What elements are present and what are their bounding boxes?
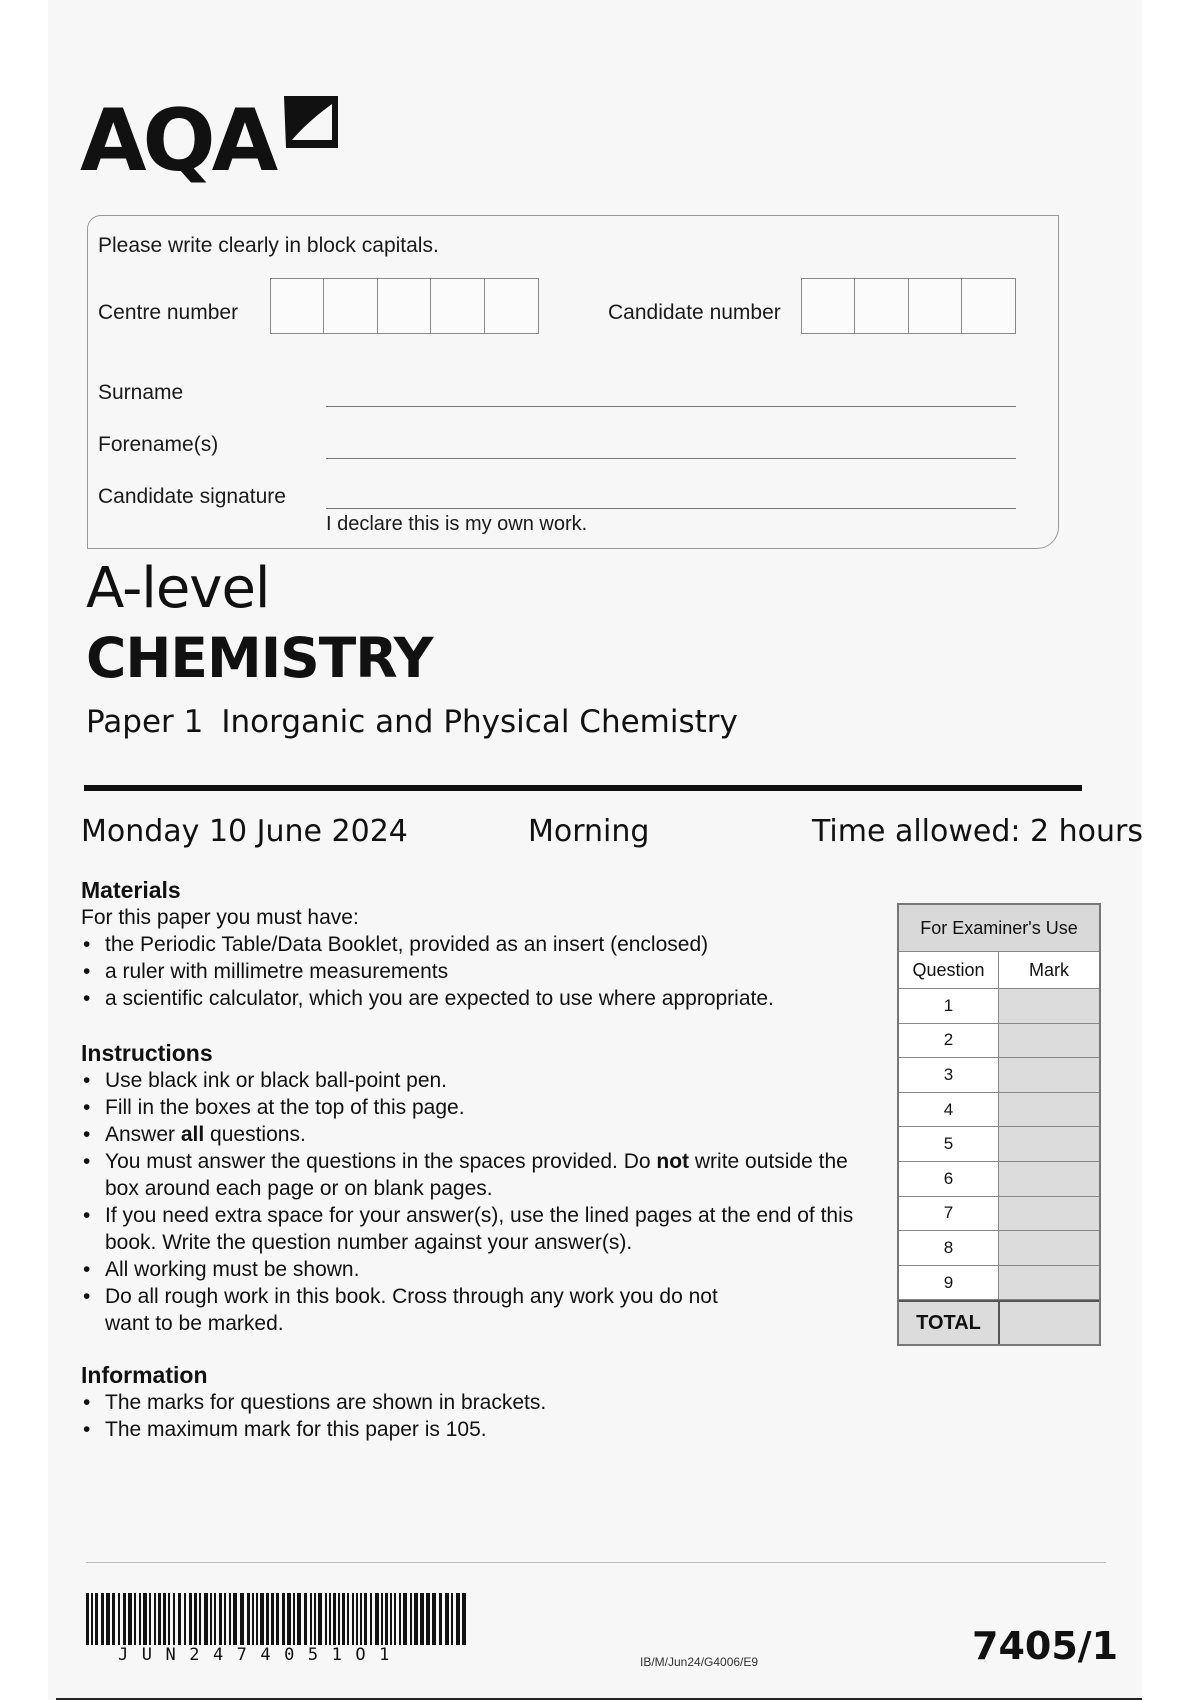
- mark-cell: [999, 1058, 1099, 1092]
- barcode-bar: [214, 1593, 216, 1645]
- barcode-bar: [390, 1593, 392, 1645]
- barcode-bar: [403, 1593, 407, 1645]
- barcode-bar: [184, 1593, 186, 1645]
- question-number: 7: [899, 1197, 999, 1231]
- barcode-bar: [143, 1593, 147, 1645]
- barcode-bar: [432, 1593, 436, 1645]
- examiner-total-row: [899, 1300, 1099, 1344]
- barcode-bar: [414, 1593, 418, 1645]
- examiner-question-row: [899, 1197, 1099, 1232]
- centre-number-digit-box[interactable]: [377, 278, 432, 334]
- mark-cell: [999, 989, 1099, 1023]
- barcode-bar: [154, 1593, 156, 1645]
- mark-cell: [999, 1197, 1099, 1231]
- paper-name: Inorganic and Physical Chemistry: [221, 704, 738, 740]
- candidate-number-digit-box[interactable]: [961, 278, 1016, 334]
- barcode-bar: [370, 1593, 372, 1645]
- barcode-bar: [364, 1593, 367, 1645]
- information-item: • The marks for questions are shown in brackets.: [81, 1389, 881, 1416]
- instruction-item: • You must answer the questions in the spaces provided. Do not write outside the box around each page or on blank pages.: [81, 1148, 871, 1202]
- surname-line[interactable]: [326, 406, 1016, 407]
- mark-column-header: Mark: [999, 952, 1099, 988]
- barcode: [86, 1593, 472, 1645]
- barcode-bar: [189, 1593, 192, 1645]
- barcode-bar: [360, 1593, 362, 1645]
- barcode-bar: [338, 1593, 340, 1645]
- barcode-bar: [229, 1593, 231, 1645]
- barcode-bar: [240, 1593, 244, 1645]
- barcode-bar: [304, 1593, 307, 1645]
- candidate-number-field[interactable]: [802, 278, 1016, 334]
- question-number: 1: [899, 989, 999, 1023]
- mark-cell: [999, 1266, 1099, 1300]
- question-number: 5: [899, 1127, 999, 1161]
- barcode-bar: [91, 1593, 93, 1645]
- barcode-bar: [86, 1593, 89, 1645]
- examiner-question-row: [899, 1127, 1099, 1162]
- mark-cell: [999, 1127, 1099, 1161]
- barcode-bar: [134, 1593, 136, 1645]
- examiner-question-row: [899, 989, 1099, 1024]
- materials-heading: Materials: [81, 877, 181, 903]
- examiner-question-row: [899, 1231, 1099, 1266]
- surname-label: Surname: [98, 381, 184, 404]
- barcode-bar: [439, 1593, 442, 1645]
- barcode-bar: [282, 1593, 285, 1645]
- barcode-bar: [297, 1593, 301, 1645]
- barcode-bar: [210, 1593, 212, 1645]
- barcode-bar: [256, 1593, 258, 1645]
- instruction-item: • All working must be shown.: [81, 1256, 871, 1283]
- barcode-bar: [381, 1593, 383, 1645]
- barcode-bar: [95, 1593, 98, 1645]
- centre-number-digit-box[interactable]: [270, 278, 325, 334]
- instruction-item: • If you need extra space for your answer(s), use the lined pages at the end of this book. Write the question number against your answer(s).: [81, 1202, 871, 1256]
- signature-line[interactable]: [326, 508, 1016, 509]
- materials-section: [81, 877, 881, 1012]
- examiner-question-row: [899, 1162, 1099, 1197]
- block-capitals-instruction: Please write clearly in block capitals.: [98, 234, 439, 257]
- barcode-bar: [224, 1593, 226, 1645]
- declaration-text: I declare this is my own work.: [326, 513, 588, 535]
- barcode-bar: [128, 1593, 132, 1645]
- total-mark-cell: [1000, 1302, 1099, 1344]
- barcode-bar: [194, 1593, 197, 1645]
- paper-title: [86, 704, 738, 740]
- question-column-header: Question: [899, 952, 999, 988]
- examiner-question-row: [899, 1093, 1099, 1128]
- barcode-bar: [333, 1593, 336, 1645]
- barcode-bar: [158, 1593, 161, 1645]
- barcode-bar: [173, 1593, 175, 1645]
- title-divider: [84, 785, 1082, 791]
- barcode-bar: [342, 1593, 345, 1645]
- barcode-bar: [266, 1593, 269, 1645]
- qualification-level: A-level: [86, 556, 270, 621]
- barcode-bar: [293, 1593, 295, 1645]
- barcode-bar: [356, 1593, 358, 1645]
- mark-cell: [999, 1024, 1099, 1058]
- mark-cell: [999, 1231, 1099, 1265]
- barcode-bar: [352, 1593, 354, 1645]
- barcode-bar: [271, 1593, 274, 1645]
- barcode-digits: JUN2474051O1: [118, 1645, 403, 1665]
- question-number: 4: [899, 1093, 999, 1127]
- centre-number-digit-box[interactable]: [430, 278, 485, 334]
- exam-session: Morning: [528, 814, 650, 849]
- paper-number: Paper 1: [86, 704, 204, 740]
- candidate-number-label: Candidate number: [608, 301, 781, 324]
- barcode-bar: [260, 1593, 264, 1645]
- barcode-bar: [394, 1593, 396, 1645]
- examiner-use-table: [897, 903, 1101, 1346]
- materials-intro: For this paper you must have:: [81, 906, 359, 929]
- barcode-bar: [247, 1593, 250, 1645]
- mark-cell: [999, 1162, 1099, 1196]
- examiner-question-row: [899, 1266, 1099, 1301]
- barcode-bar: [420, 1593, 424, 1645]
- materials-item: • a scientific calculator, which you are expected to use where appropriate.: [81, 985, 881, 1012]
- barcode-bar: [410, 1593, 412, 1645]
- barcode-bar: [106, 1593, 110, 1645]
- instruction-item: • Answer all questions.: [81, 1121, 871, 1148]
- barcode-bar: [325, 1593, 327, 1645]
- barcode-bar: [252, 1593, 254, 1645]
- barcode-bar: [168, 1593, 170, 1645]
- forenames-line[interactable]: [326, 458, 1016, 459]
- examiner-table-header-row: [899, 952, 1099, 989]
- footer-divider: [86, 1562, 1106, 1563]
- examiner-table-title: For Examiner's Use: [899, 905, 1099, 952]
- instructions-section: [81, 1040, 871, 1337]
- information-item: • The maximum mark for this paper is 105.: [81, 1416, 881, 1443]
- candidate-number-digit-box[interactable]: [854, 278, 909, 334]
- paper-code: 7405/1: [972, 1624, 1119, 1668]
- materials-item: • a ruler with millimetre measurements: [81, 958, 881, 985]
- materials-item: • the Periodic Table/Data Booklet, provided as an insert (enclosed): [81, 931, 881, 958]
- barcode-bar: [233, 1593, 237, 1645]
- signature-label: Candidate signature: [98, 485, 286, 508]
- barcode-bar: [329, 1593, 331, 1645]
- subject-title: CHEMISTRY: [86, 626, 433, 690]
- barcode-bar: [287, 1593, 291, 1645]
- examiner-question-row: [899, 1058, 1099, 1093]
- barcode-bar: [149, 1593, 151, 1645]
- centre-number-field[interactable]: [271, 278, 539, 334]
- forenames-label: Forename(s): [98, 433, 219, 456]
- exam-date: Monday 10 June 2024: [81, 814, 408, 849]
- barcode-bar: [375, 1593, 379, 1645]
- information-heading: Information: [81, 1362, 208, 1388]
- barcode-bar: [445, 1593, 449, 1645]
- candidate-details-box: [87, 215, 1059, 549]
- mark-cell: [999, 1093, 1099, 1127]
- question-number: 2: [899, 1024, 999, 1058]
- centre-number-label: Centre number: [98, 301, 239, 324]
- barcode-bar: [276, 1593, 279, 1645]
- candidate-number-digit-box[interactable]: [801, 278, 856, 334]
- logo-mark-icon: [282, 92, 340, 150]
- barcode-bar: [451, 1593, 453, 1645]
- total-label: TOTAL: [899, 1302, 1000, 1344]
- barcode-bar: [118, 1593, 120, 1645]
- question-number: 8: [899, 1231, 999, 1265]
- barcode-bar: [426, 1593, 430, 1645]
- question-number: 9: [899, 1266, 999, 1300]
- information-section: [81, 1362, 881, 1443]
- barcode-bar: [399, 1593, 401, 1645]
- question-number: 6: [899, 1162, 999, 1196]
- barcode-bar: [310, 1593, 312, 1645]
- barcode-bar: [199, 1593, 201, 1645]
- instruction-item: • Fill in the boxes at the top of this page.: [81, 1094, 871, 1121]
- document-reference: IB/M/Jun24/G4006/E9: [640, 1655, 759, 1669]
- barcode-bar: [456, 1593, 460, 1645]
- logo-text: AQA: [80, 91, 275, 191]
- barcode-bar: [314, 1593, 316, 1645]
- question-number: 3: [899, 1058, 999, 1092]
- barcode-bar: [112, 1593, 115, 1645]
- barcode-bar: [139, 1593, 141, 1645]
- candidate-number-digit-box[interactable]: [908, 278, 963, 334]
- barcode-bar: [347, 1593, 349, 1645]
- barcode-bar: [204, 1593, 208, 1645]
- barcode-bar: [462, 1593, 466, 1645]
- barcode-bar: [385, 1593, 388, 1645]
- barcode-bar: [123, 1593, 126, 1645]
- examiner-question-row: [899, 1024, 1099, 1059]
- barcode-bar: [178, 1593, 181, 1645]
- instruction-item: • Do all rough work in this book. Cross through any work you do not want to be marked.: [81, 1283, 871, 1337]
- instruction-item: • Use black ink or black ball-point pen.: [81, 1067, 871, 1094]
- instructions-heading: Instructions: [81, 1040, 213, 1066]
- barcode-bar: [318, 1593, 322, 1645]
- barcode-bar: [163, 1593, 166, 1645]
- barcode-bar: [219, 1593, 222, 1645]
- time-allowed: Time allowed: 2 hours: [812, 814, 1144, 849]
- centre-number-digit-box[interactable]: [323, 278, 378, 334]
- barcode-bar: [101, 1593, 104, 1645]
- centre-number-digit-box[interactable]: [484, 278, 539, 334]
